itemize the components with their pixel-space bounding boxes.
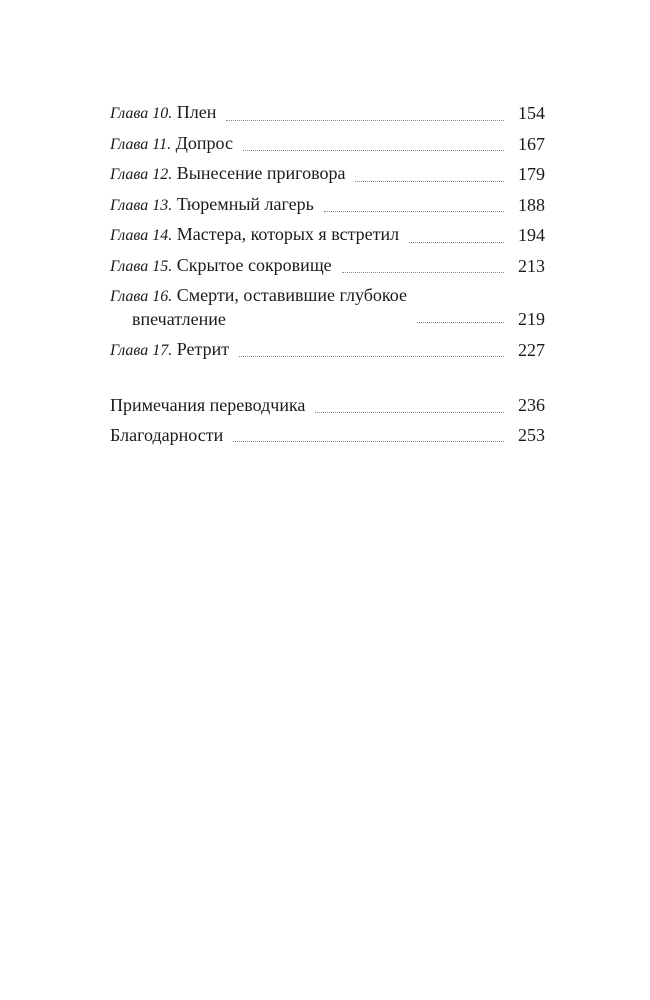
page-number: 236 bbox=[518, 395, 545, 415]
chapter-prefix: Глава 13. bbox=[110, 196, 173, 214]
dot-leader bbox=[239, 355, 504, 357]
dot-leader bbox=[409, 241, 504, 243]
toc-entry-title bbox=[110, 190, 324, 221]
dot-leader bbox=[315, 411, 504, 413]
toc-entry-translator-notes bbox=[110, 391, 545, 421]
toc-entry-title bbox=[110, 159, 355, 190]
page-number: 188 bbox=[518, 194, 545, 215]
toc-entry-chapter-16 bbox=[110, 281, 545, 335]
toc-entry-title bbox=[110, 220, 409, 251]
page-number: 194 bbox=[518, 225, 545, 245]
chapter-title: Мастера, которых я встретил bbox=[176, 224, 400, 244]
toc-entry-chapter-12 bbox=[110, 159, 545, 190]
chapter-title: Плен bbox=[176, 102, 217, 122]
chapter-prefix: Глава 17. bbox=[110, 341, 173, 359]
chapter-title: Тюремный лагерь bbox=[176, 193, 314, 214]
chapter-title-continued: впечатление bbox=[132, 309, 226, 329]
page-number: 213 bbox=[518, 255, 545, 276]
dot-leader bbox=[342, 271, 504, 273]
toc-entry-chapter-10 bbox=[110, 98, 545, 129]
toc-entry-chapter-17 bbox=[110, 335, 545, 366]
dot-leader bbox=[243, 149, 504, 151]
section-gap bbox=[110, 365, 545, 391]
chapter-prefix: Глава 10. bbox=[110, 105, 173, 122]
dot-leader bbox=[233, 440, 504, 442]
toc-entry-title bbox=[110, 284, 417, 331]
page-number: 179 bbox=[518, 164, 545, 184]
toc-entry-chapter-11 bbox=[110, 129, 545, 160]
chapter-prefix: Глава 12. bbox=[110, 166, 173, 183]
dot-leader bbox=[324, 210, 504, 212]
chapter-prefix: Глава 14. bbox=[110, 227, 173, 244]
dot-leader bbox=[417, 321, 504, 323]
toc-entry-chapter-15 bbox=[110, 251, 545, 282]
page-number: 219 bbox=[518, 309, 545, 329]
dot-leader bbox=[226, 119, 504, 121]
chapter-prefix: Глава 16. bbox=[110, 288, 173, 305]
chapter-title: Скрытое сокровище bbox=[176, 254, 332, 275]
page-number: 227 bbox=[518, 339, 545, 360]
table-of-contents bbox=[110, 98, 545, 450]
toc-entry-title bbox=[110, 129, 243, 160]
toc-entry-title bbox=[110, 335, 239, 366]
dot-leader bbox=[355, 180, 504, 182]
page-number: 253 bbox=[518, 424, 545, 445]
toc-entry-chapter-14 bbox=[110, 220, 545, 251]
page-number: 154 bbox=[518, 103, 545, 123]
chapter-title: Допрос bbox=[175, 132, 233, 153]
toc-entry-title bbox=[110, 251, 342, 282]
toc-entry-title: Примечания переводчика bbox=[110, 395, 306, 415]
chapter-title: Ретрит bbox=[176, 338, 230, 359]
chapter-title: Смерти, оставившие глубокое bbox=[176, 285, 407, 305]
toc-entry-acknowledgements bbox=[110, 421, 545, 451]
toc-entry-chapter-13 bbox=[110, 190, 545, 221]
toc-entry-title: Благодарности bbox=[110, 424, 224, 445]
page-number: 167 bbox=[518, 133, 545, 154]
chapter-prefix: Глава 15. bbox=[110, 257, 173, 275]
chapter-title: Вынесение приговора bbox=[176, 163, 346, 183]
toc-entry-title bbox=[110, 98, 226, 129]
chapter-prefix: Глава 11. bbox=[110, 135, 172, 153]
